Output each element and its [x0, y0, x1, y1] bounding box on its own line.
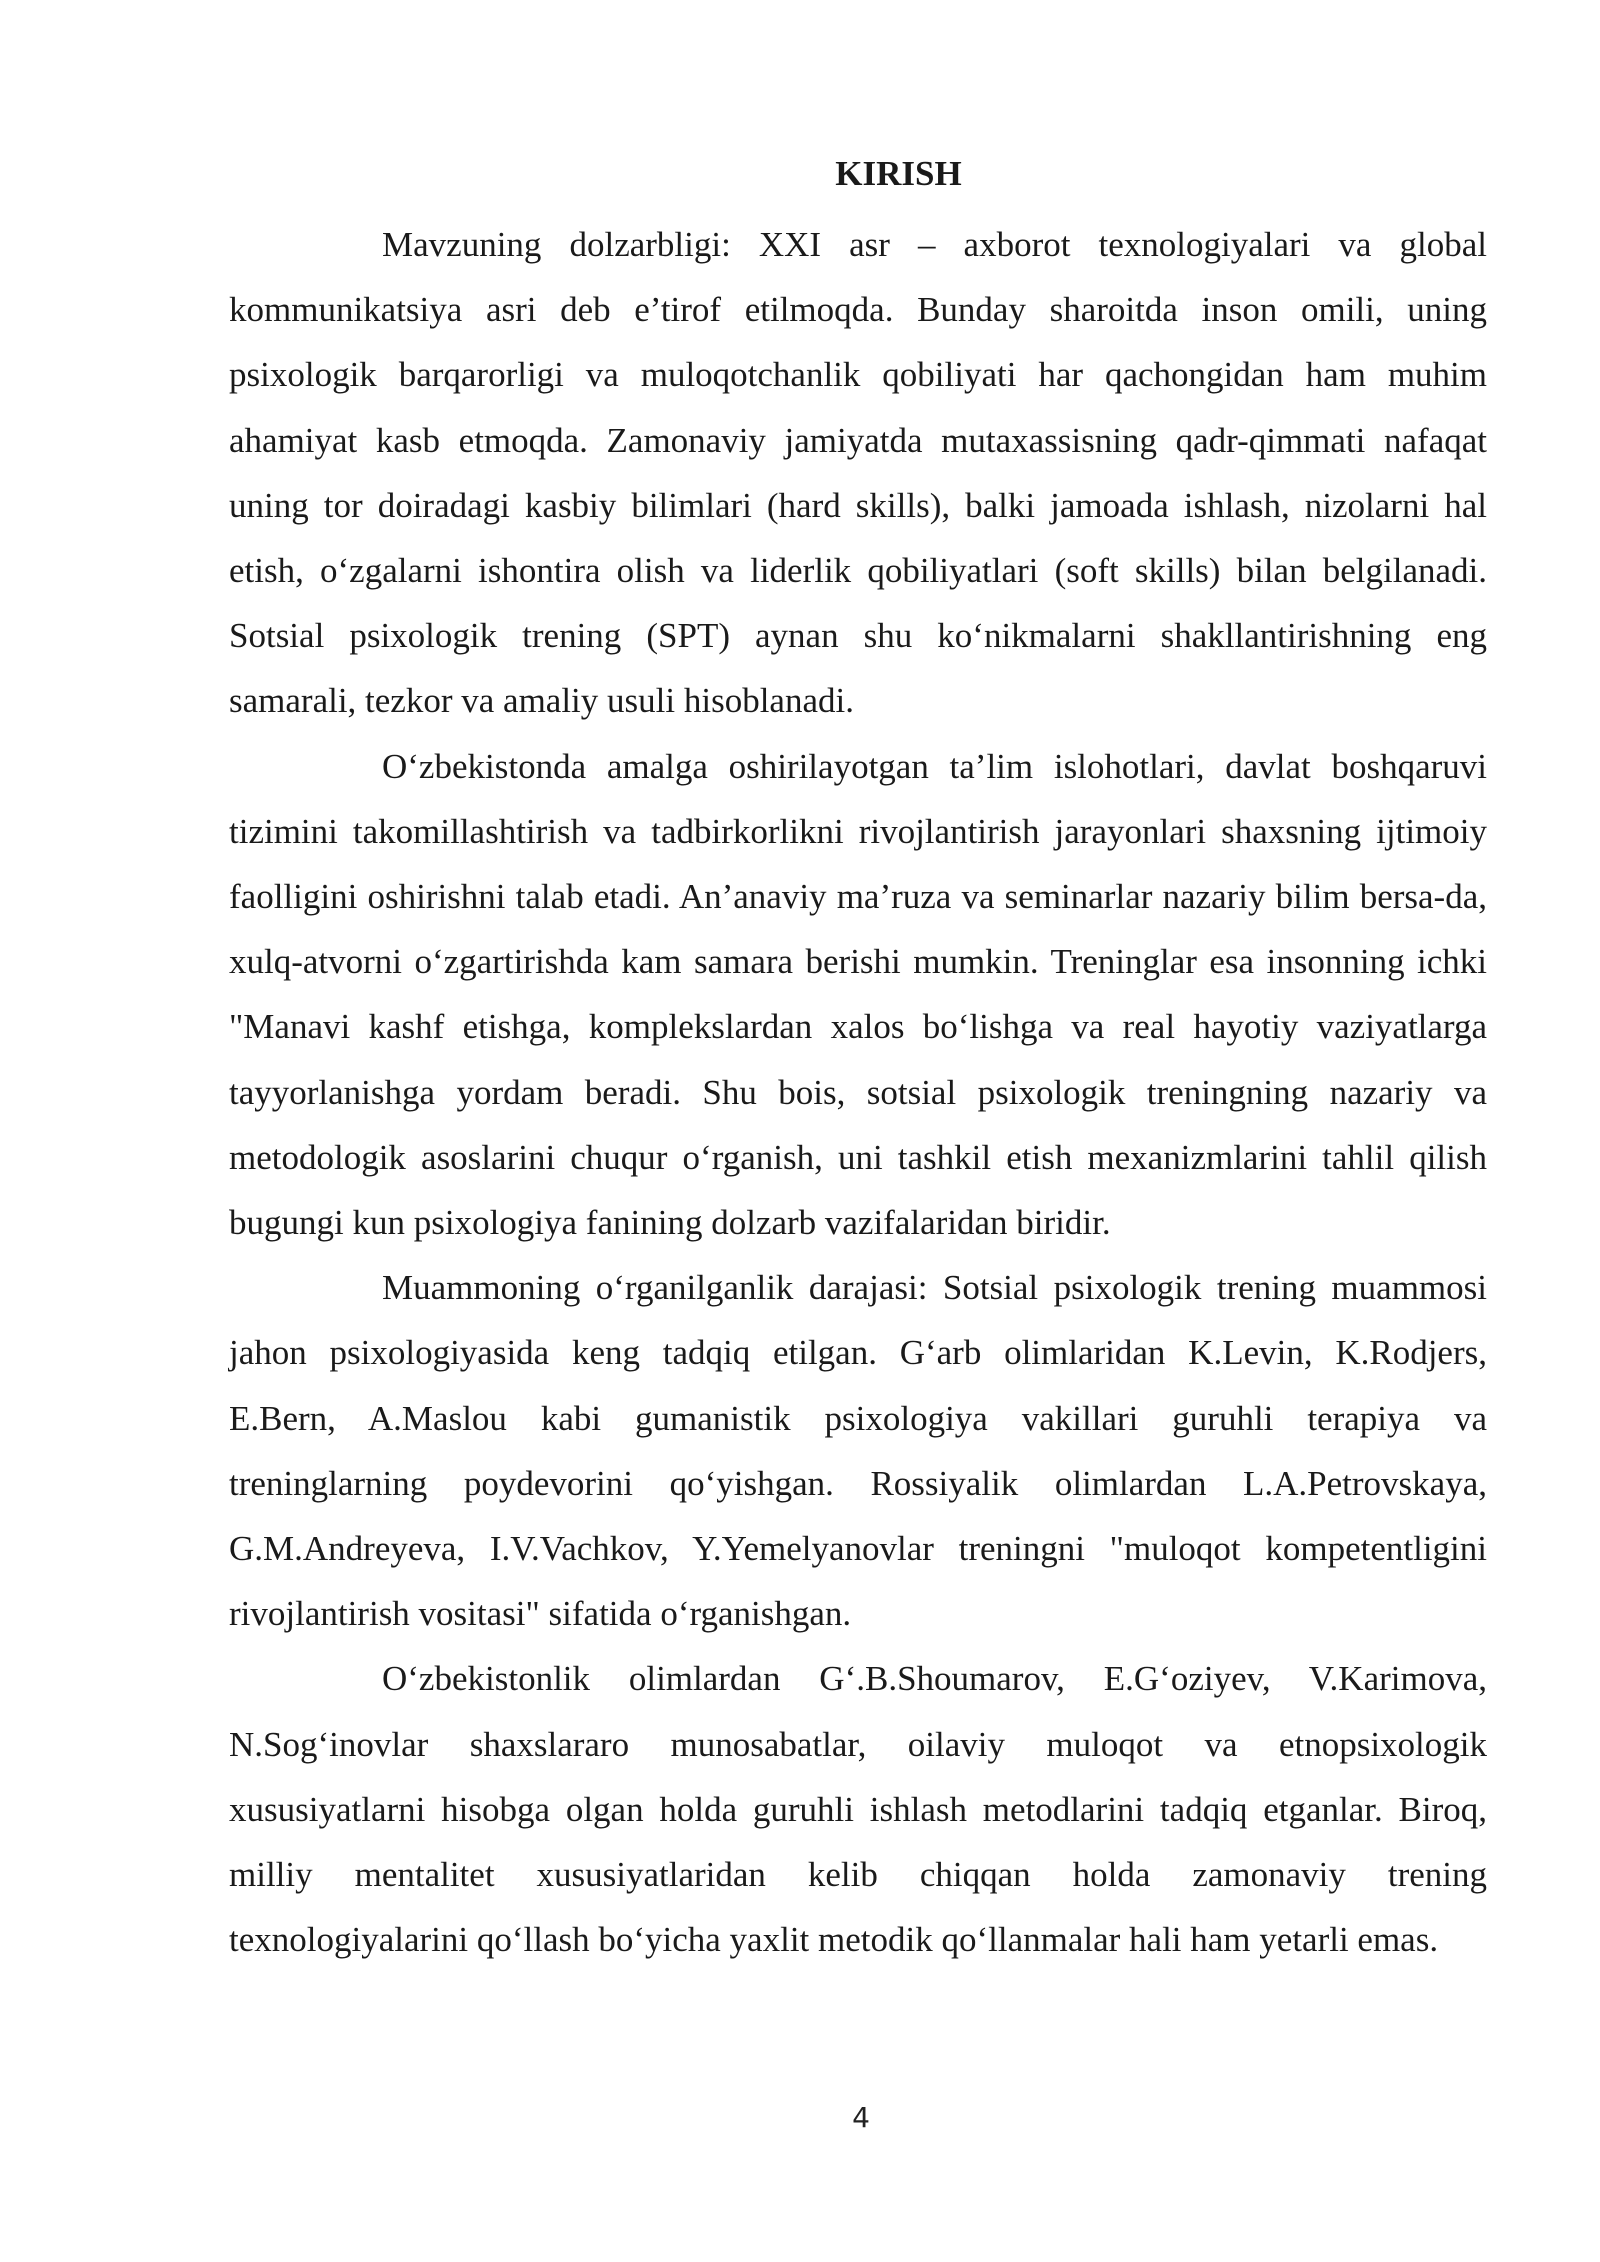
document-body [229, 212, 1487, 1972]
page-number: 4 [852, 2101, 870, 2134]
paragraph-study-level: Muammoning o‘rganilganlik darajasi: Sotsial psixologik trening muammosi jahon psixologiyasida keng tadqiq etilgan. G‘arb olimlaridan K.Levin, K.Rodjers, E.Bern, A.Maslou kabi gumanistik psixologiya vakillari guruhli terapiya va treninglarning poydevorini qo‘yishgan. Rossiyalik olimlardan L.A.Petrovskaya, G.M.Andreyeva, I.V.Vachkov, Y.Yemelyanovlar treningni "muloqot kompetentligini rivojlantirish vositasi" sifatida o‘rganishgan. [229, 1268, 1487, 1634]
section-heading: KIRISH [835, 154, 962, 193]
paragraph-uzbek-scholars: O‘zbekistonlik olimlardan G‘.B.Shoumarov, E.G‘oziyev, V.Karimova, N.Sog‘inovlar shaxslararo munosabatlar, oilaviy muloqot va etnopsixologik xususiyatlarni hisobga olgan holda guruhli ishlash metodlarini tadqiq etganlar. Biroq, milliy mentalitet xususiyatlaridan kelib chiqqan holda zamonaviy trening texnologiyalarini qo‘llash bo‘yicha yaxlit metodik qo‘llanmalar hali ham yetarli emas. [229, 1659, 1487, 1960]
paragraph-reforms: O‘zbekistonda amalga oshirilayotgan ta’lim islohotlari, davlat boshqaruvi tizimini takomillashtirish va tadbirkorlikni rivojlantirish jarayonlari shaxsning ijtimoiy faolligini oshirishni talab etadi. An’anaviy ma’ruza va seminarlar nazariy bilim bersa-da, xulq-atvorni o‘zgartirishda kam samara berishi mumkin. Treninglar esa insonning ichki "Manavi kashf etishga, komplekslardan xalos bo‘lishga va real hayotiy vaziyatlarga tayyorlanishga yordam beradi. Shu bois, sotsial psixologik treningning nazariy va metodologik asoslarini chuqur o‘rganish, uni tashkil etish mexanizmlarini tahlil qilish bugungi kun psixologiya fanining dolzarb vazifalaridan biridir. [229, 746, 1487, 1243]
paragraph-relevance: Mavzuning dolzarbligi: XXI asr – axborot texnologiyalari va global kommunikatsiya asri deb e’tirof etilmoqda. Bunday sharoitda inson omili, uning psixologik barqarorligi va muloqotchanlik qobiliyati har qachongidan ham muhim ahamiyat kasb etmoqda. Zamonaviy jamiyatda mutaxassisning qadr-qimmati nafaqat uning tor doiradagi kasbiy bilimlari (hard skills), balki jamoada ishlash, nizolarni hal etish, o‘zgalarni ishontira olish va liderlik qobiliyatlari (soft skills) bilan belgilanadi. Sotsial psixologik trening (SPT) aynan shu ko‘nikmalarni shakllantirishning eng samarali, tezkor va amaliy usuli hisoblanadi. [229, 225, 1487, 721]
